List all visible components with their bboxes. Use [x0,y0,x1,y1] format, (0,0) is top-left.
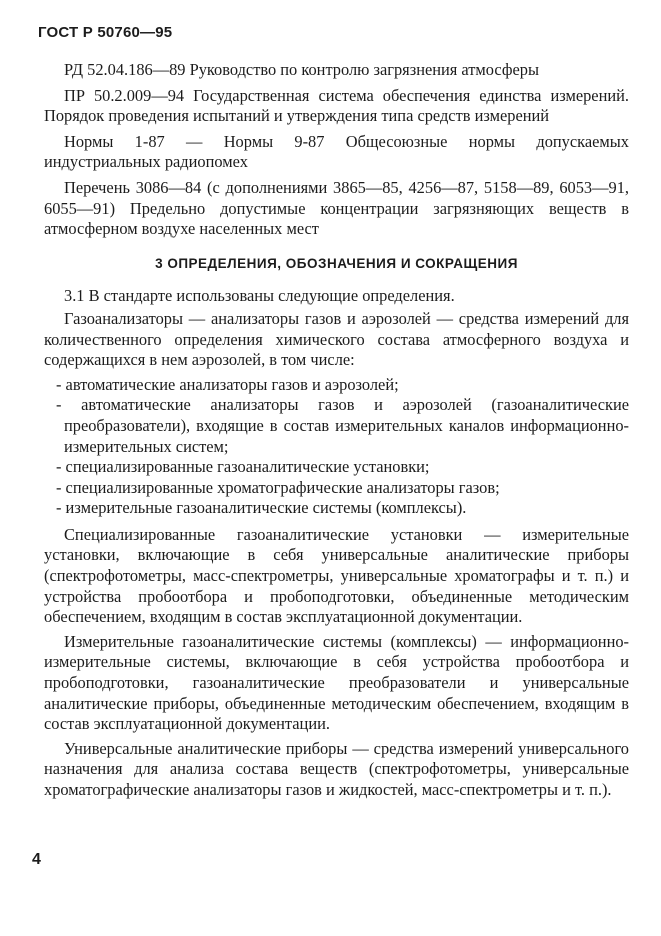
reference-list-3086-84: Перечень 3086—84 (с дополнениями 3865—85, 4256—87, 5158—89, 6053—91, 6055—91) Предельно допустимые концентрации загрязняющих веществ в атмосферном воздухе населенных мест [44,177,629,239]
page-number: 4 [32,851,41,868]
analyzer-types-list [44,375,629,519]
list-item: - измерительные газоаналитические системы (комплексы). [56,498,467,518]
definition-measuring-systems: Измерительные газоаналитические системы (комплексы) — информационно-измерительные системы, включающие в себя устройства пробоотбора и пробоподготовки, газоаналитические преобразователи и универсальные аналитические приборы, объединенные методическим обеспечением, входящим в состав эксплуатационной документации. [44,631,629,734]
section-intro: 3.1 В стандарте использованы следующие определения. [64,286,455,306]
definition-universal-instruments: Универсальные аналитические приборы — средства измерений универсального назначения для анализа состава веществ (спектрофотометры, универсальные хроматографические анализаторы газов и жидкостей, масс-спектрометры и т. п.). [44,738,629,799]
definition-specialized-installations: Специализированные газоаналитические установки — измерительные установки, включающие в себя универсальные аналитические приборы (спектрофотометры, масс-спектрометры, универсальные хроматографы и т. п.) и устройства пробоотбора и пробоподготовки, объединенные методическим обеспечением, входящим в состав эксплуатационной документации. [44,524,629,627]
reference-norms-1-87: Нормы 1-87 — Нормы 9-87 Общесоюзные нормы допускаемых индустриальных радиопомех [44,131,629,172]
references-block [44,60,629,240]
definition-gas-analyzers: Газоанализаторы — анализаторы газов и аэрозолей — средства измерений для количественного определения химического состава атмосферного воздуха и содержащихся в нем аэрозолей, в том числе: [44,308,629,370]
reference-pr-50-2-009: ПР 50.2.009—94 Государственная система обеспечения единства измерений. Порядок проведения испытаний и утверждения типа средств измерений [44,85,629,126]
list-item: - специализированные хроматографические анализаторы газов; [56,477,500,497]
section-title: 3 ОПРЕДЕЛЕНИЯ, ОБОЗНАЧЕНИЯ И СОКРАЩЕНИЯ [155,255,518,271]
page-content [44,60,629,805]
list-item: - специализированные газоаналитические установки; [56,457,430,477]
list-item: - автоматические анализаторы газов и аэрозолей (газоаналитические преобразователи), входящие в состав измерительных каналов информационно-измерительных систем; [56,395,629,456]
list-item: - автоматические анализаторы газов и аэрозолей; [56,374,399,394]
standard-code-header: ГОСТ Р 50760—95 [38,24,173,41]
reference-rd-52-04-186: РД 52.04.186—89 Руководство по контролю загрязнения атмосферы [64,60,539,79]
